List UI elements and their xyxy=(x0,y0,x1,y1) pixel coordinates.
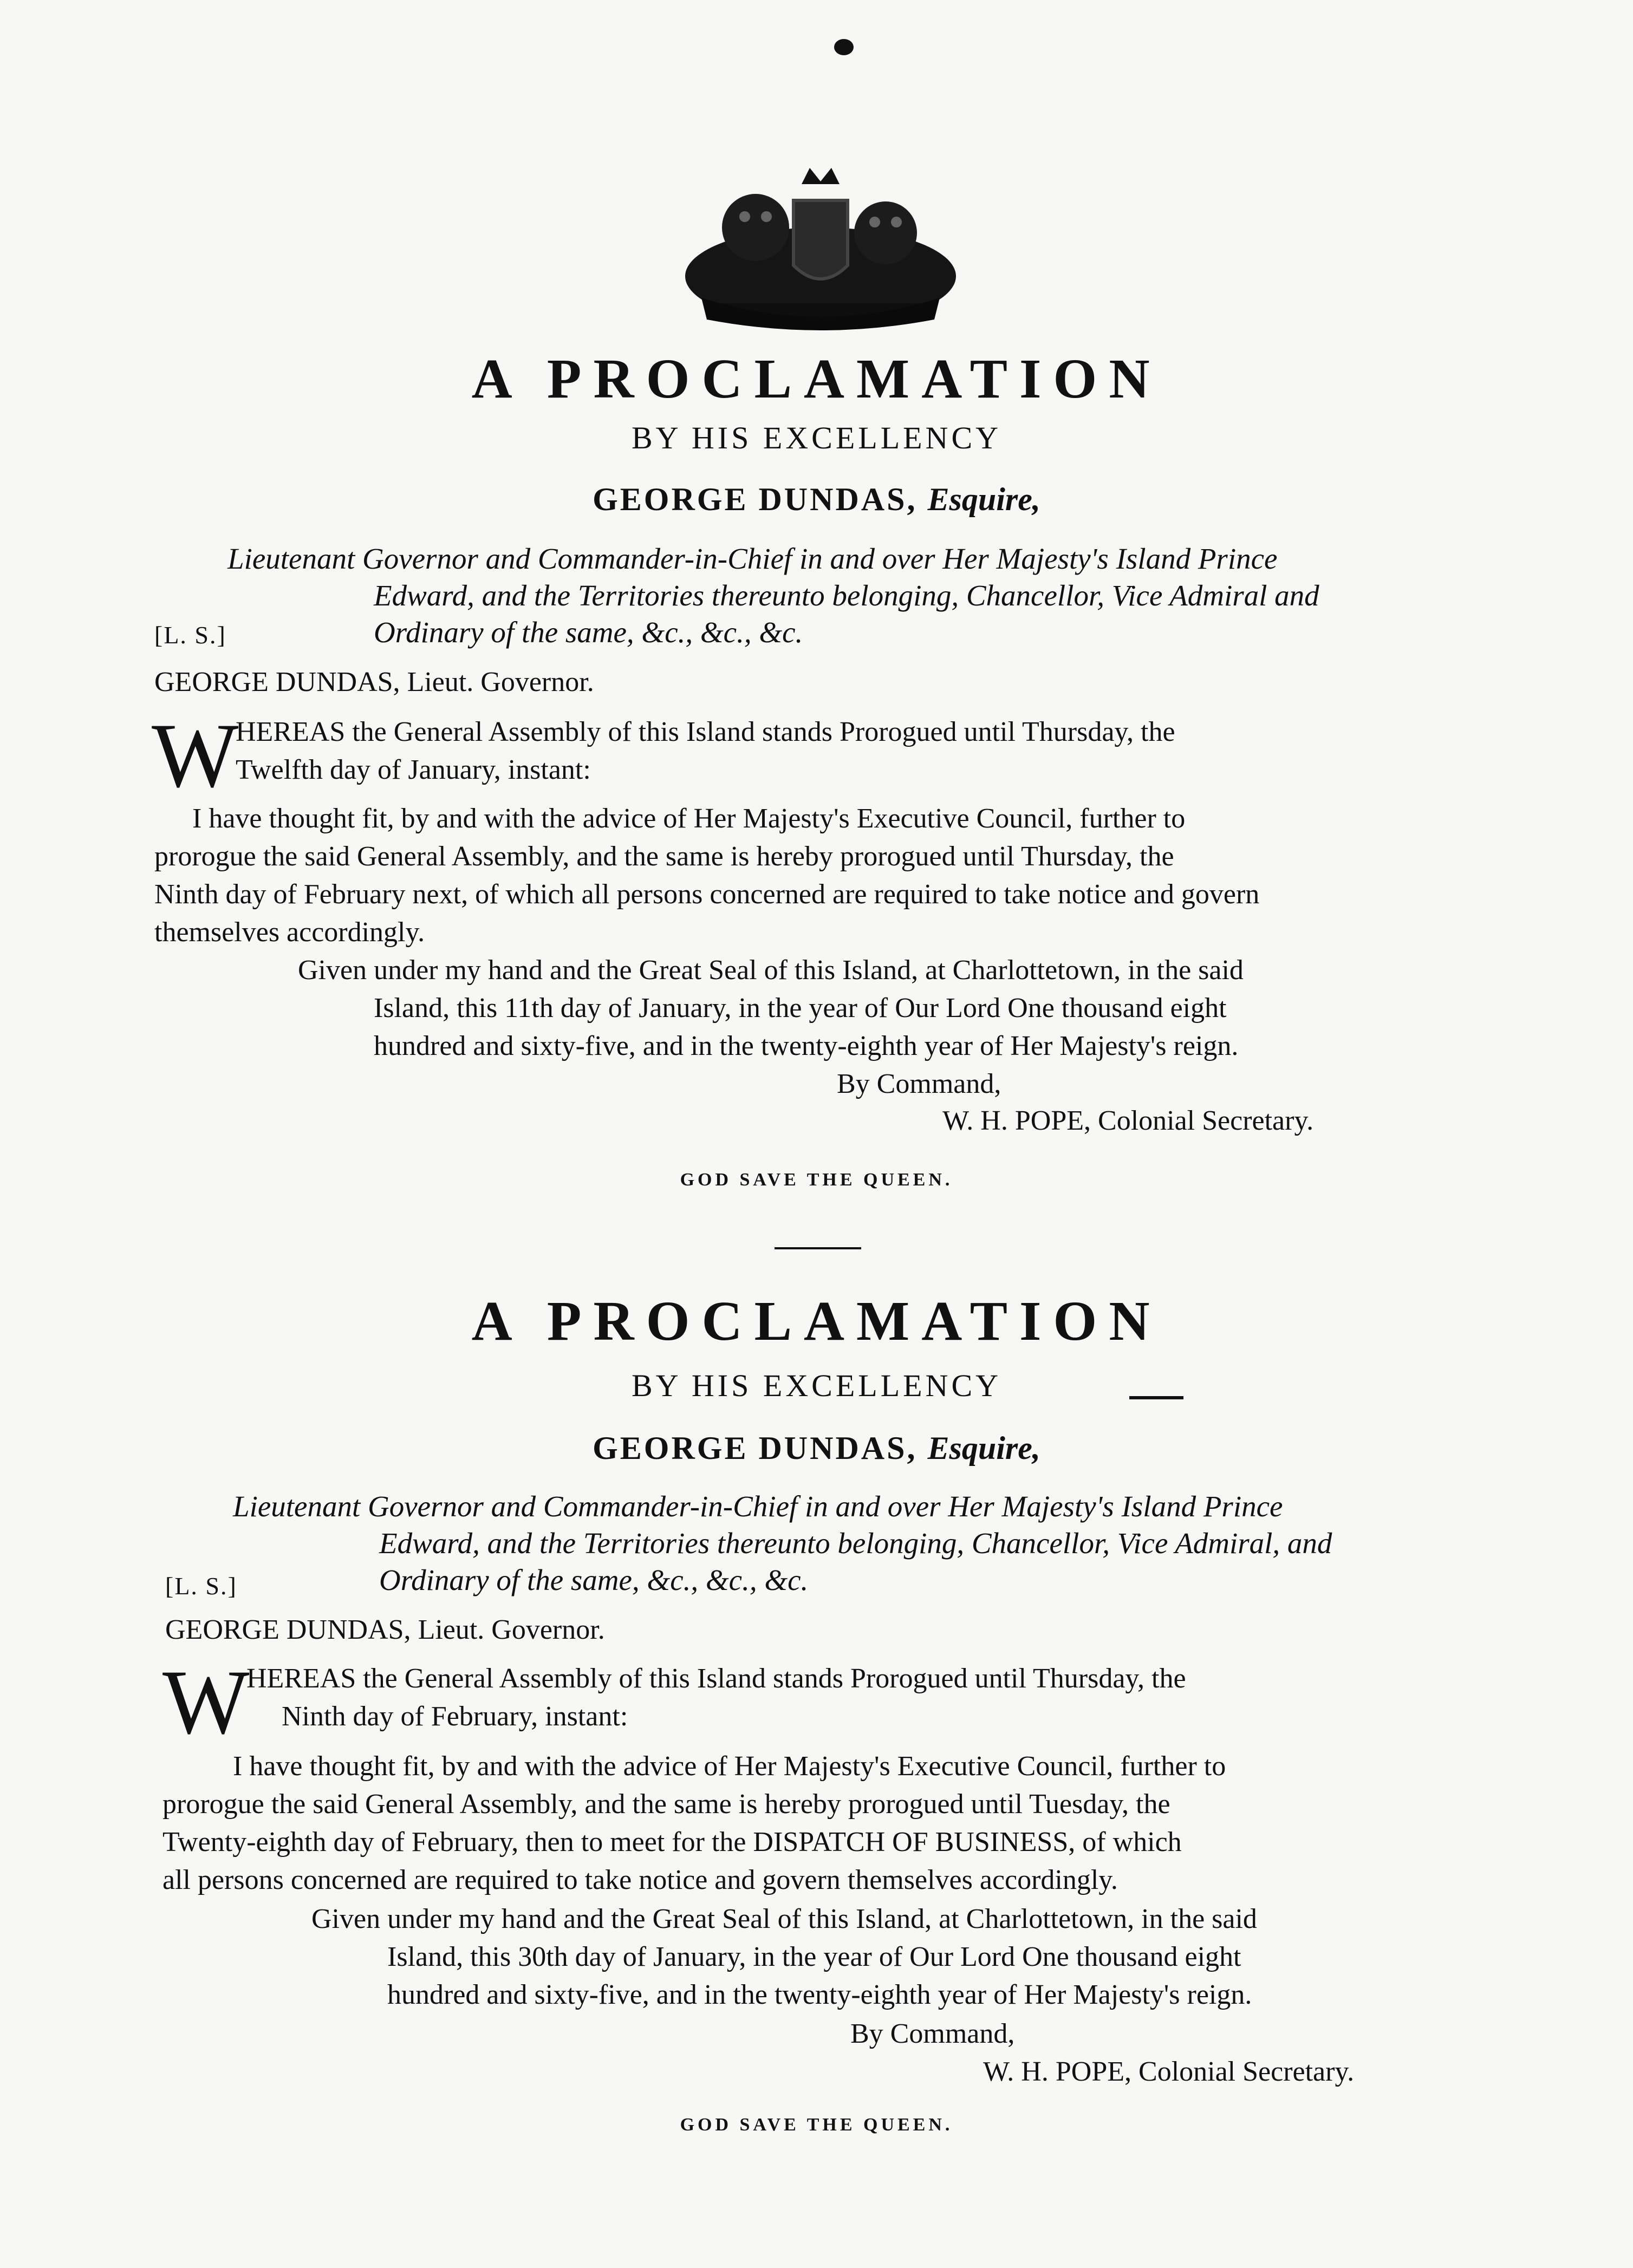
proclamation-2-governor-title: Lieut. Governor. xyxy=(418,1614,605,1645)
proclamation-2-name xyxy=(0,1430,1633,1467)
proclamation-2-closing: GOD SAVE THE QUEEN. xyxy=(680,2115,953,2135)
proclamation-2-body-line: prorogue the said General Assembly, and the same is hereby prorogued until Tuesday, the xyxy=(162,1789,1170,1820)
proclamation-1-style-line: Ordinary of the same, &c., &c., &c. xyxy=(374,616,803,649)
royal-coat-of-arms-icon xyxy=(680,162,961,336)
proclamation-2-whereas-line: HEREAS the General Assembly of this Island stands Prorogued until Thursday, the xyxy=(246,1663,1186,1694)
proclamation-2-title: A PROCLAMATION xyxy=(471,1290,1162,1352)
proclamation-1-seal: [L. S.] xyxy=(154,621,226,649)
proclamation-1-body-line: themselves accordingly. xyxy=(154,917,425,948)
proclamation-1-name-text: GEORGE DUNDAS, xyxy=(593,481,918,517)
proclamation-2-style-line: Edward, and the Territories thereunto belonging, Chancellor, Vice Admiral, and xyxy=(379,1527,1332,1560)
proclamation-2-dropcap: W xyxy=(162,1651,250,1753)
proclamation-1-body-line: I have thought fit, by and with the advice of Her Majesty's Executive Council, further to xyxy=(192,803,1186,834)
proclamation-1-whereas-line: Twelfth day of January, instant: xyxy=(236,754,591,785)
proclamation-2-name-text: GEORGE DUNDAS, xyxy=(593,1430,918,1466)
proclamation-1-by-command: By Command, xyxy=(837,1068,1001,1099)
proclamation-2-governor-name: GEORGE DUNDAS, xyxy=(165,1614,411,1645)
proclamation-2-given-line: Island, this 30th day of January, in the year of Our Lord One thousand eight xyxy=(387,1941,1241,1972)
proclamation-2-body-line: Twenty-eighth day of February, then to meet for the DISPATCH OF BUSINESS, of which xyxy=(162,1827,1182,1858)
proclamation-1-governor-title: Lieut. Governor. xyxy=(407,667,594,698)
proclamation-1-dropcap: W xyxy=(152,705,239,806)
proclamation-1-body-line: prorogue the said General Assembly, and the same is hereby prorogued until Thursday, the xyxy=(154,841,1174,872)
proclamation-2-esquire: Esquire, xyxy=(927,1430,1040,1466)
proclamation-2-style-line: Lieutenant Governor and Commander-in-Chief in and over Her Majesty's Island Prince xyxy=(233,1490,1283,1523)
proclamation-1-name xyxy=(0,481,1633,518)
proclamation-1-closing: GOD SAVE THE QUEEN. xyxy=(680,1170,953,1190)
proclamation-1-governor xyxy=(154,666,594,698)
proclamation-2-given-line: hundred and sixty-five, and in the twenty-eighth year of Her Majesty's reign. xyxy=(387,1979,1252,2010)
proclamation-1-given-line: Island, this 11th day of January, in the year of Our Lord One thousand eight xyxy=(374,993,1227,1024)
proclamation-2-whereas-line: Ninth day of February, instant: xyxy=(282,1701,628,1732)
proclamation-2-by-line: BY HIS EXCELLENCY xyxy=(631,1368,1002,1403)
proclamation-1-esquire: Esquire, xyxy=(927,481,1040,517)
section-divider xyxy=(775,1247,861,1249)
proclamation-1-secretary: W. H. POPE, Colonial Secretary. xyxy=(942,1105,1314,1136)
proclamation-1-by-line: BY HIS EXCELLENCY xyxy=(631,420,1002,455)
proclamation-1-given-line: Given under my hand and the Great Seal of this Island, at Charlottetown, in the said xyxy=(298,955,1244,986)
proclamation-1-style-line: Lieutenant Governor and Commander-in-Chief in and over Her Majesty's Island Prince xyxy=(227,542,1278,575)
proclamation-2-seal: [L. S.] xyxy=(165,1572,237,1600)
proclamation-2-given-line: Given under my hand and the Great Seal of this Island, at Charlottetown, in the said xyxy=(311,1904,1257,1934)
proclamation-2-governor xyxy=(165,1614,605,1646)
proclamation-2-secretary: W. H. POPE, Colonial Secretary. xyxy=(983,2056,1355,2087)
proclamation-2-body-line: I have thought fit, by and with the advice of Her Majesty's Executive Council, further to xyxy=(233,1751,1226,1782)
proclamation-1-whereas-line: HEREAS the General Assembly of this Island stands Prorogued until Thursday, the xyxy=(236,716,1175,747)
proclamation-2-style-line: Ordinary of the same, &c., &c., &c. xyxy=(379,1563,809,1596)
proclamation-2-body-line: all persons concerned are required to take notice and govern themselves accordingly. xyxy=(162,1865,1118,1895)
proclamation-1-given-line: hundred and sixty-five, and in the twenty-eighth year of Her Majesty's reign. xyxy=(374,1031,1239,1061)
decorative-dash xyxy=(1129,1396,1183,1399)
proclamation-2-by-command: By Command, xyxy=(850,2018,1015,2049)
proclamation-1-style-line: Edward, and the Territories thereunto belonging, Chancellor, Vice Admiral and xyxy=(374,579,1319,612)
proclamation-1-governor-name: GEORGE DUNDAS, xyxy=(154,667,400,698)
ink-dot xyxy=(834,39,854,55)
proclamation-1-title: A PROCLAMATION xyxy=(471,348,1162,410)
proclamation-1-body-line: Ninth day of February next, of which all persons concerned are required to take notice and govern xyxy=(154,879,1260,910)
